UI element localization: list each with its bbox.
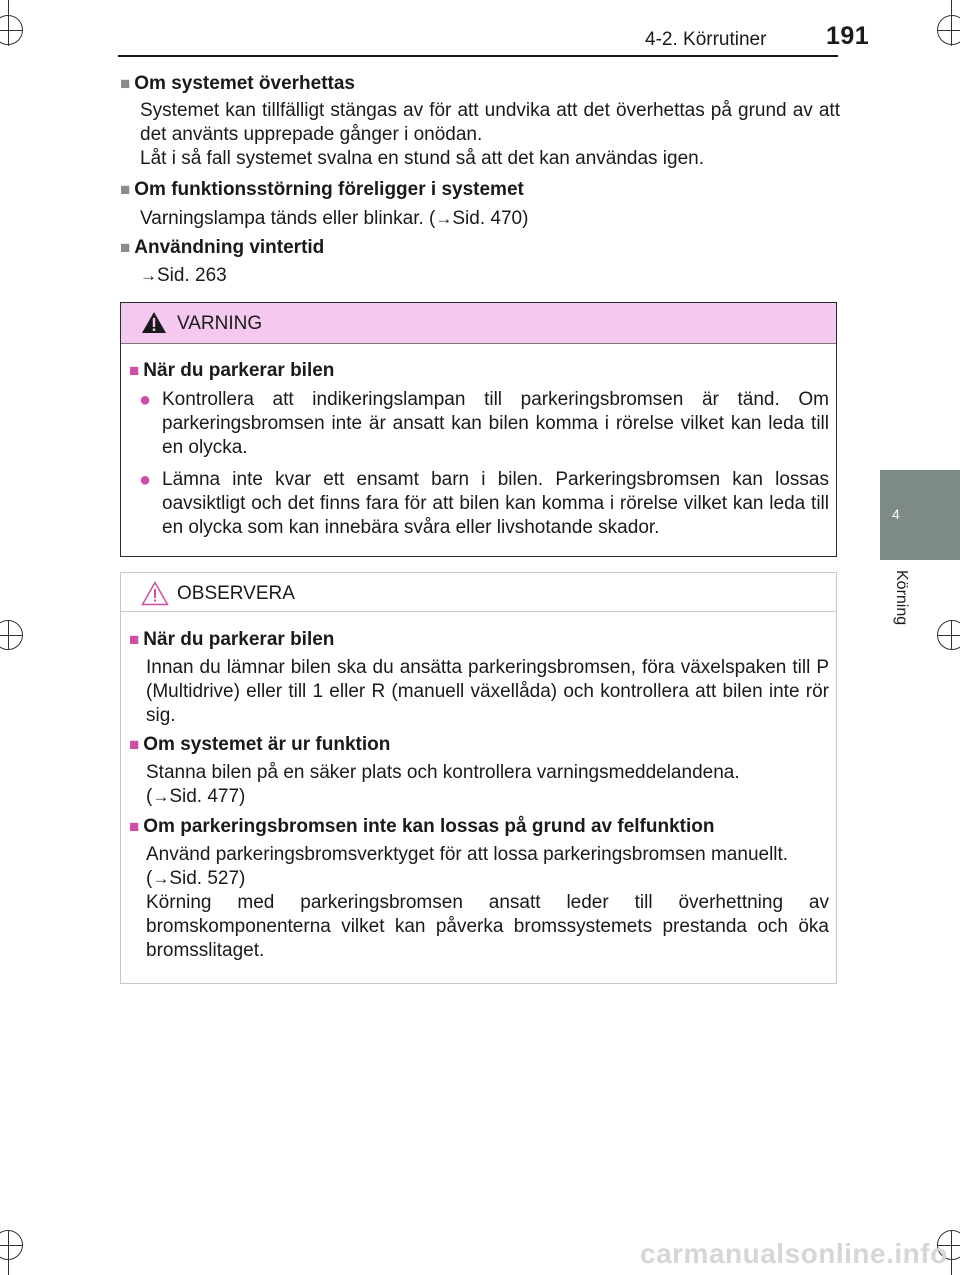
warning-heading: ■ När du parkerar bilen <box>129 360 335 381</box>
dot-bullet-icon: ● <box>139 469 152 491</box>
square-bullet-icon: ■ <box>129 361 140 380</box>
notice-item <box>129 733 829 809</box>
caution-triangle-icon <box>141 581 169 606</box>
dot-bullet-icon: ● <box>139 389 152 411</box>
notice-box-title: OBSERVERA <box>177 583 295 604</box>
paragraph: Innan du lämnar bilen ska du ansätta parkeringsbromsen, föra växelspaken till P (Multidrive) eller till 1 eller R (manuell växellåda) och kontrollera att bilen inte rör sig. <box>146 657 829 726</box>
warning-bullet: ● Lämna inte kvar ett ensamt barn i bilen. Parkeringsbromsen kan lossas oavsiktligt och det finns fara för att bilen kan komma i rörelse vilket kan leda till en olycka som kan innebära svåra eller livshotande skador. <box>129 468 829 540</box>
paragraph: Använd parkeringsbromsverktyget för att lossa parkeringsbromsen manuellt. <box>146 844 789 865</box>
watermark: carmanualsonline.info <box>640 1238 948 1269</box>
section-malfunction <box>120 178 840 231</box>
paragraph: Låt i så fall systemet svalna en stund så att det kan användas igen. <box>140 148 705 169</box>
paragraph: Körning med parkeringsbromsen ansatt leder till överhettning av bromskomponenterna vilket kan påverka bromssystemets prestanda och öka bromsslitaget. <box>146 892 829 961</box>
section-heading: ■ Om funktionsstörning föreligger i systemet <box>120 179 524 200</box>
notice-heading: ■ Om systemet är ur funktion <box>129 734 391 755</box>
page-reference: Sid. 263 <box>157 265 227 286</box>
page-reference: Sid. 470) <box>452 208 529 229</box>
chapter-tab-number: 4 <box>892 506 900 522</box>
page-reference: Sid. 477) <box>169 786 246 807</box>
section-winter <box>120 236 840 288</box>
notice-item <box>129 628 829 728</box>
paragraph: Varningslampa tänds eller blinkar. (→Sid. 470) <box>140 208 529 229</box>
square-bullet-icon: ■ <box>120 74 131 93</box>
arrow-right-icon: → <box>152 869 170 888</box>
square-bullet-icon: ■ <box>129 817 140 836</box>
header-rule <box>118 55 838 57</box>
warning-triangle-icon <box>141 311 167 334</box>
square-bullet-icon: ■ <box>120 180 131 199</box>
paragraph: (→Sid. 527) <box>146 868 246 889</box>
arrow-right-icon: → <box>435 209 453 228</box>
notice-heading: ■ Om parkeringsbromsen inte kan lossas på grund av felfunktion <box>129 816 715 837</box>
warning-box-title: VARNING <box>177 313 263 334</box>
section-label: 4-2. Körrutiner <box>645 29 767 50</box>
notice-box <box>120 572 837 984</box>
section-heading: ■ Om systemet överhettas <box>120 73 355 94</box>
section-overheat <box>120 72 840 171</box>
page-reference: Sid. 527) <box>169 868 246 889</box>
section-heading: ■ Användning vintertid <box>120 237 325 258</box>
arrow-right-icon: → <box>152 787 170 806</box>
paragraph <box>140 264 840 288</box>
page-number: 191 <box>826 22 870 50</box>
square-bullet-icon: ■ <box>120 238 131 257</box>
warning-item <box>129 359 829 540</box>
paragraph: Systemet kan tillfälligt stängas av för att undvika att det överhettas på grund av att det använts upprepade gånger i onödan. <box>140 100 840 145</box>
square-bullet-icon: ■ <box>129 630 140 649</box>
notice-box-header <box>121 573 836 612</box>
chapter-tab-label: Körning <box>893 570 910 626</box>
warning-box-header <box>121 303 836 344</box>
notice-heading: ■ När du parkerar bilen <box>129 629 335 650</box>
warning-bullet: ● Kontrollera att indikeringslampan till parkeringsbromsen är tänd. Om parkeringsbromsen inte är ansatt kan bilen komma i rörelse vilket kan leda till en olycka. <box>129 388 829 460</box>
paragraph: (→Sid. 477) <box>146 786 246 807</box>
notice-item <box>129 815 829 963</box>
warning-box <box>120 302 837 557</box>
square-bullet-icon: ■ <box>129 735 140 754</box>
paragraph: Stanna bilen på en säker plats och kontrollera varningsmeddelandena. <box>146 762 740 783</box>
arrow-right-icon: → <box>140 266 157 285</box>
